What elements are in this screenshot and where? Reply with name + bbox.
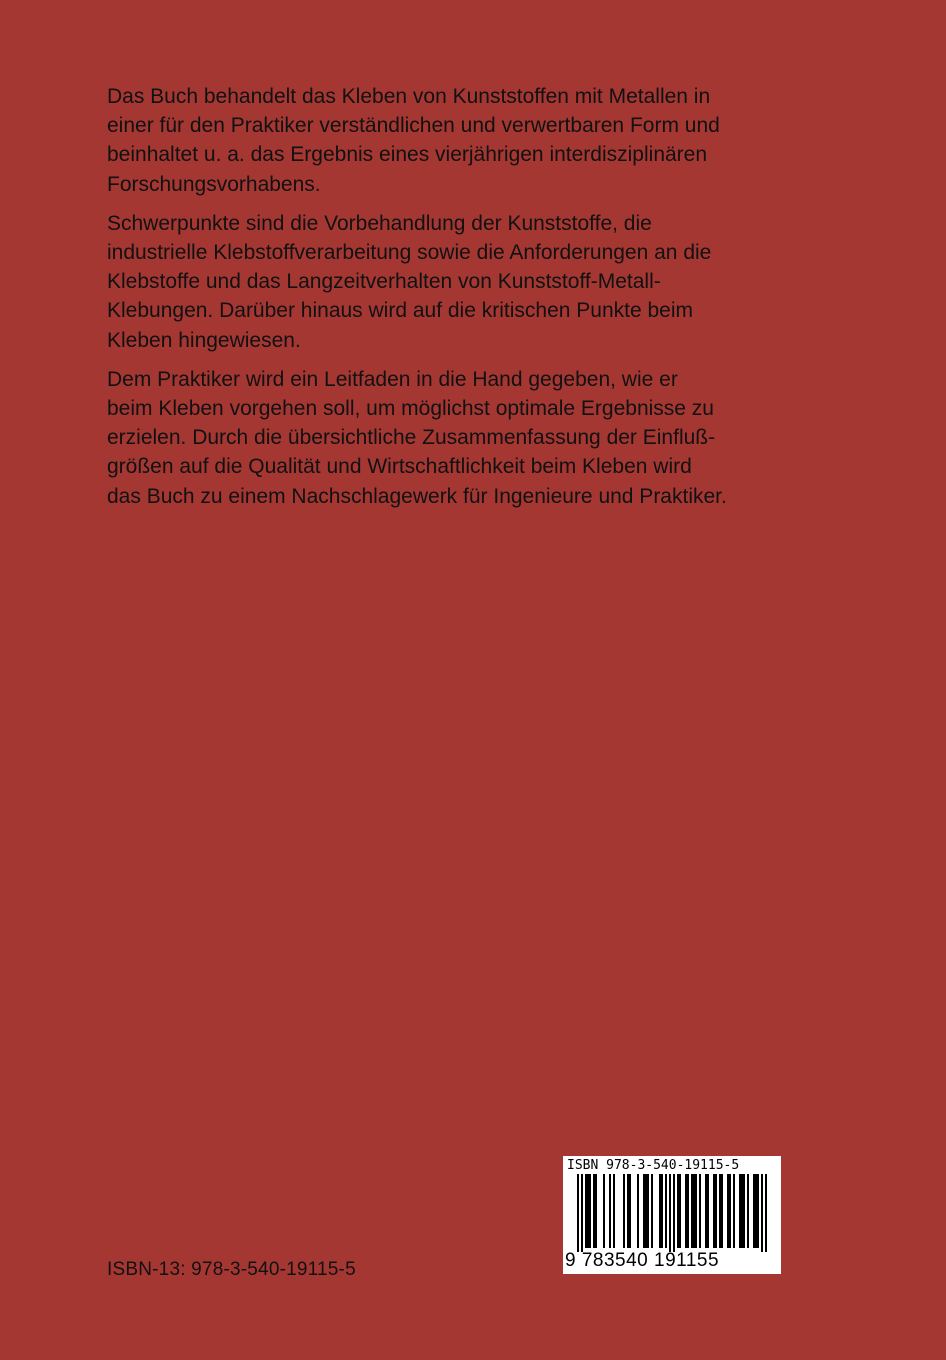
barcode-bar [727, 1174, 729, 1248]
text-line: Klebungen. Darüber hinaus wird auf die kritischen Punkte beim [107, 299, 694, 323]
blurb-text [107, 82, 867, 521]
text-line: Dem Praktiker wird ein Leitfaden in die Hand gegeben, wie er [107, 367, 678, 391]
barcode-bar [659, 1174, 661, 1248]
blurb-paragraph-2 [107, 209, 867, 355]
blurb-paragraph-1 [107, 82, 867, 199]
barcode-bar [609, 1174, 611, 1248]
barcode-bar [707, 1174, 709, 1248]
text-line: größen auf die Qualität und Wirtschaftlichkeit beim Kleben wird [107, 455, 692, 479]
barcode-bar [685, 1174, 687, 1248]
text-line: Klebstoffe und das Langzeitverhalten von Kunststoff-Metall- [107, 270, 661, 294]
barcode-bar [693, 1174, 695, 1248]
barcode-bar [587, 1174, 589, 1248]
text-line: Kleben hingewiesen. [107, 328, 301, 352]
barcode-bar [755, 1174, 757, 1248]
barcode-bar [765, 1174, 767, 1252]
barcode-bar [669, 1174, 671, 1252]
barcode-bar [629, 1174, 631, 1248]
barcode-bar [603, 1174, 605, 1248]
barcode-bar [677, 1174, 679, 1248]
text-line: industrielle Klebstoffverarbeitung sowie die Anforderungen an die [107, 241, 712, 265]
barcode-bar [589, 1174, 591, 1248]
barcode-bar [665, 1174, 667, 1248]
ean13-barcode-icon [563, 1174, 781, 1252]
text-line: Forschungsvorhabens. [107, 172, 321, 196]
text-line: Schwerpunkte sind die Vorbehandlung der Kunststoffe, die [107, 211, 652, 235]
barcode [563, 1156, 781, 1274]
barcode-bar [613, 1174, 615, 1248]
barcode-bar [637, 1174, 639, 1248]
barcode-bar [753, 1174, 755, 1248]
barcode-bar [761, 1174, 763, 1252]
text-line: Das Buch behandelt das Kleben von Kunststoffen mit Metallen in [107, 85, 711, 108]
barcode-bar [705, 1174, 707, 1248]
barcode-digits: 9 783540 191155 [565, 1250, 720, 1271]
text-line: beim Kleben vorgehen soll, um möglichst optimale Ergebnisse zu [107, 397, 714, 421]
barcode-bar [661, 1174, 663, 1248]
barcode-isbn-label: ISBN 978-3-540-19115-5 [567, 1158, 740, 1173]
text-line: erzielen. Durch die übersichtliche Zusammenfassung der Einfluß- [107, 426, 716, 450]
barcode-bar [643, 1174, 645, 1248]
barcode-bar [695, 1174, 697, 1248]
barcode-bar [719, 1174, 721, 1248]
barcode-bar [699, 1174, 701, 1248]
text-line: das Buch zu einem Nachschlagewerk für Ingenieure und Praktiker. [107, 484, 727, 508]
barcode-bar [747, 1174, 749, 1248]
barcode-bar [645, 1174, 647, 1248]
barcode-bar [713, 1174, 715, 1248]
barcode-bar [729, 1174, 731, 1248]
barcode-bar [679, 1174, 681, 1248]
barcode-bar [743, 1174, 745, 1248]
barcode-bar [627, 1174, 629, 1248]
barcode-bar [593, 1174, 595, 1248]
barcode-bar [721, 1174, 723, 1248]
barcode-bar [595, 1174, 597, 1248]
barcode-bar [581, 1174, 583, 1252]
barcode-bar [739, 1174, 741, 1248]
barcode-bar [757, 1174, 759, 1248]
barcode-bar [673, 1174, 675, 1252]
barcode-bar [741, 1174, 743, 1248]
barcode-bar [623, 1174, 625, 1248]
barcode-bar [647, 1174, 649, 1248]
barcode-bar [691, 1174, 693, 1248]
barcode-bar [733, 1174, 735, 1248]
text-line: einer für den Praktiker verständlichen und verwertbaren Form und [107, 114, 720, 138]
blurb-paragraph-3 [107, 365, 867, 511]
barcode-bar [715, 1174, 717, 1248]
barcode-bar [651, 1174, 653, 1248]
barcode-bar [687, 1174, 689, 1248]
barcode-bar [577, 1174, 579, 1252]
isbn-13-label: ISBN-13: 978-3-540-19115-5 [107, 1259, 356, 1280]
text-line: beinhaltet u. a. das Ergebnis eines vierjährigen interdisziplinären [107, 143, 708, 167]
barcode-bar [585, 1174, 587, 1248]
